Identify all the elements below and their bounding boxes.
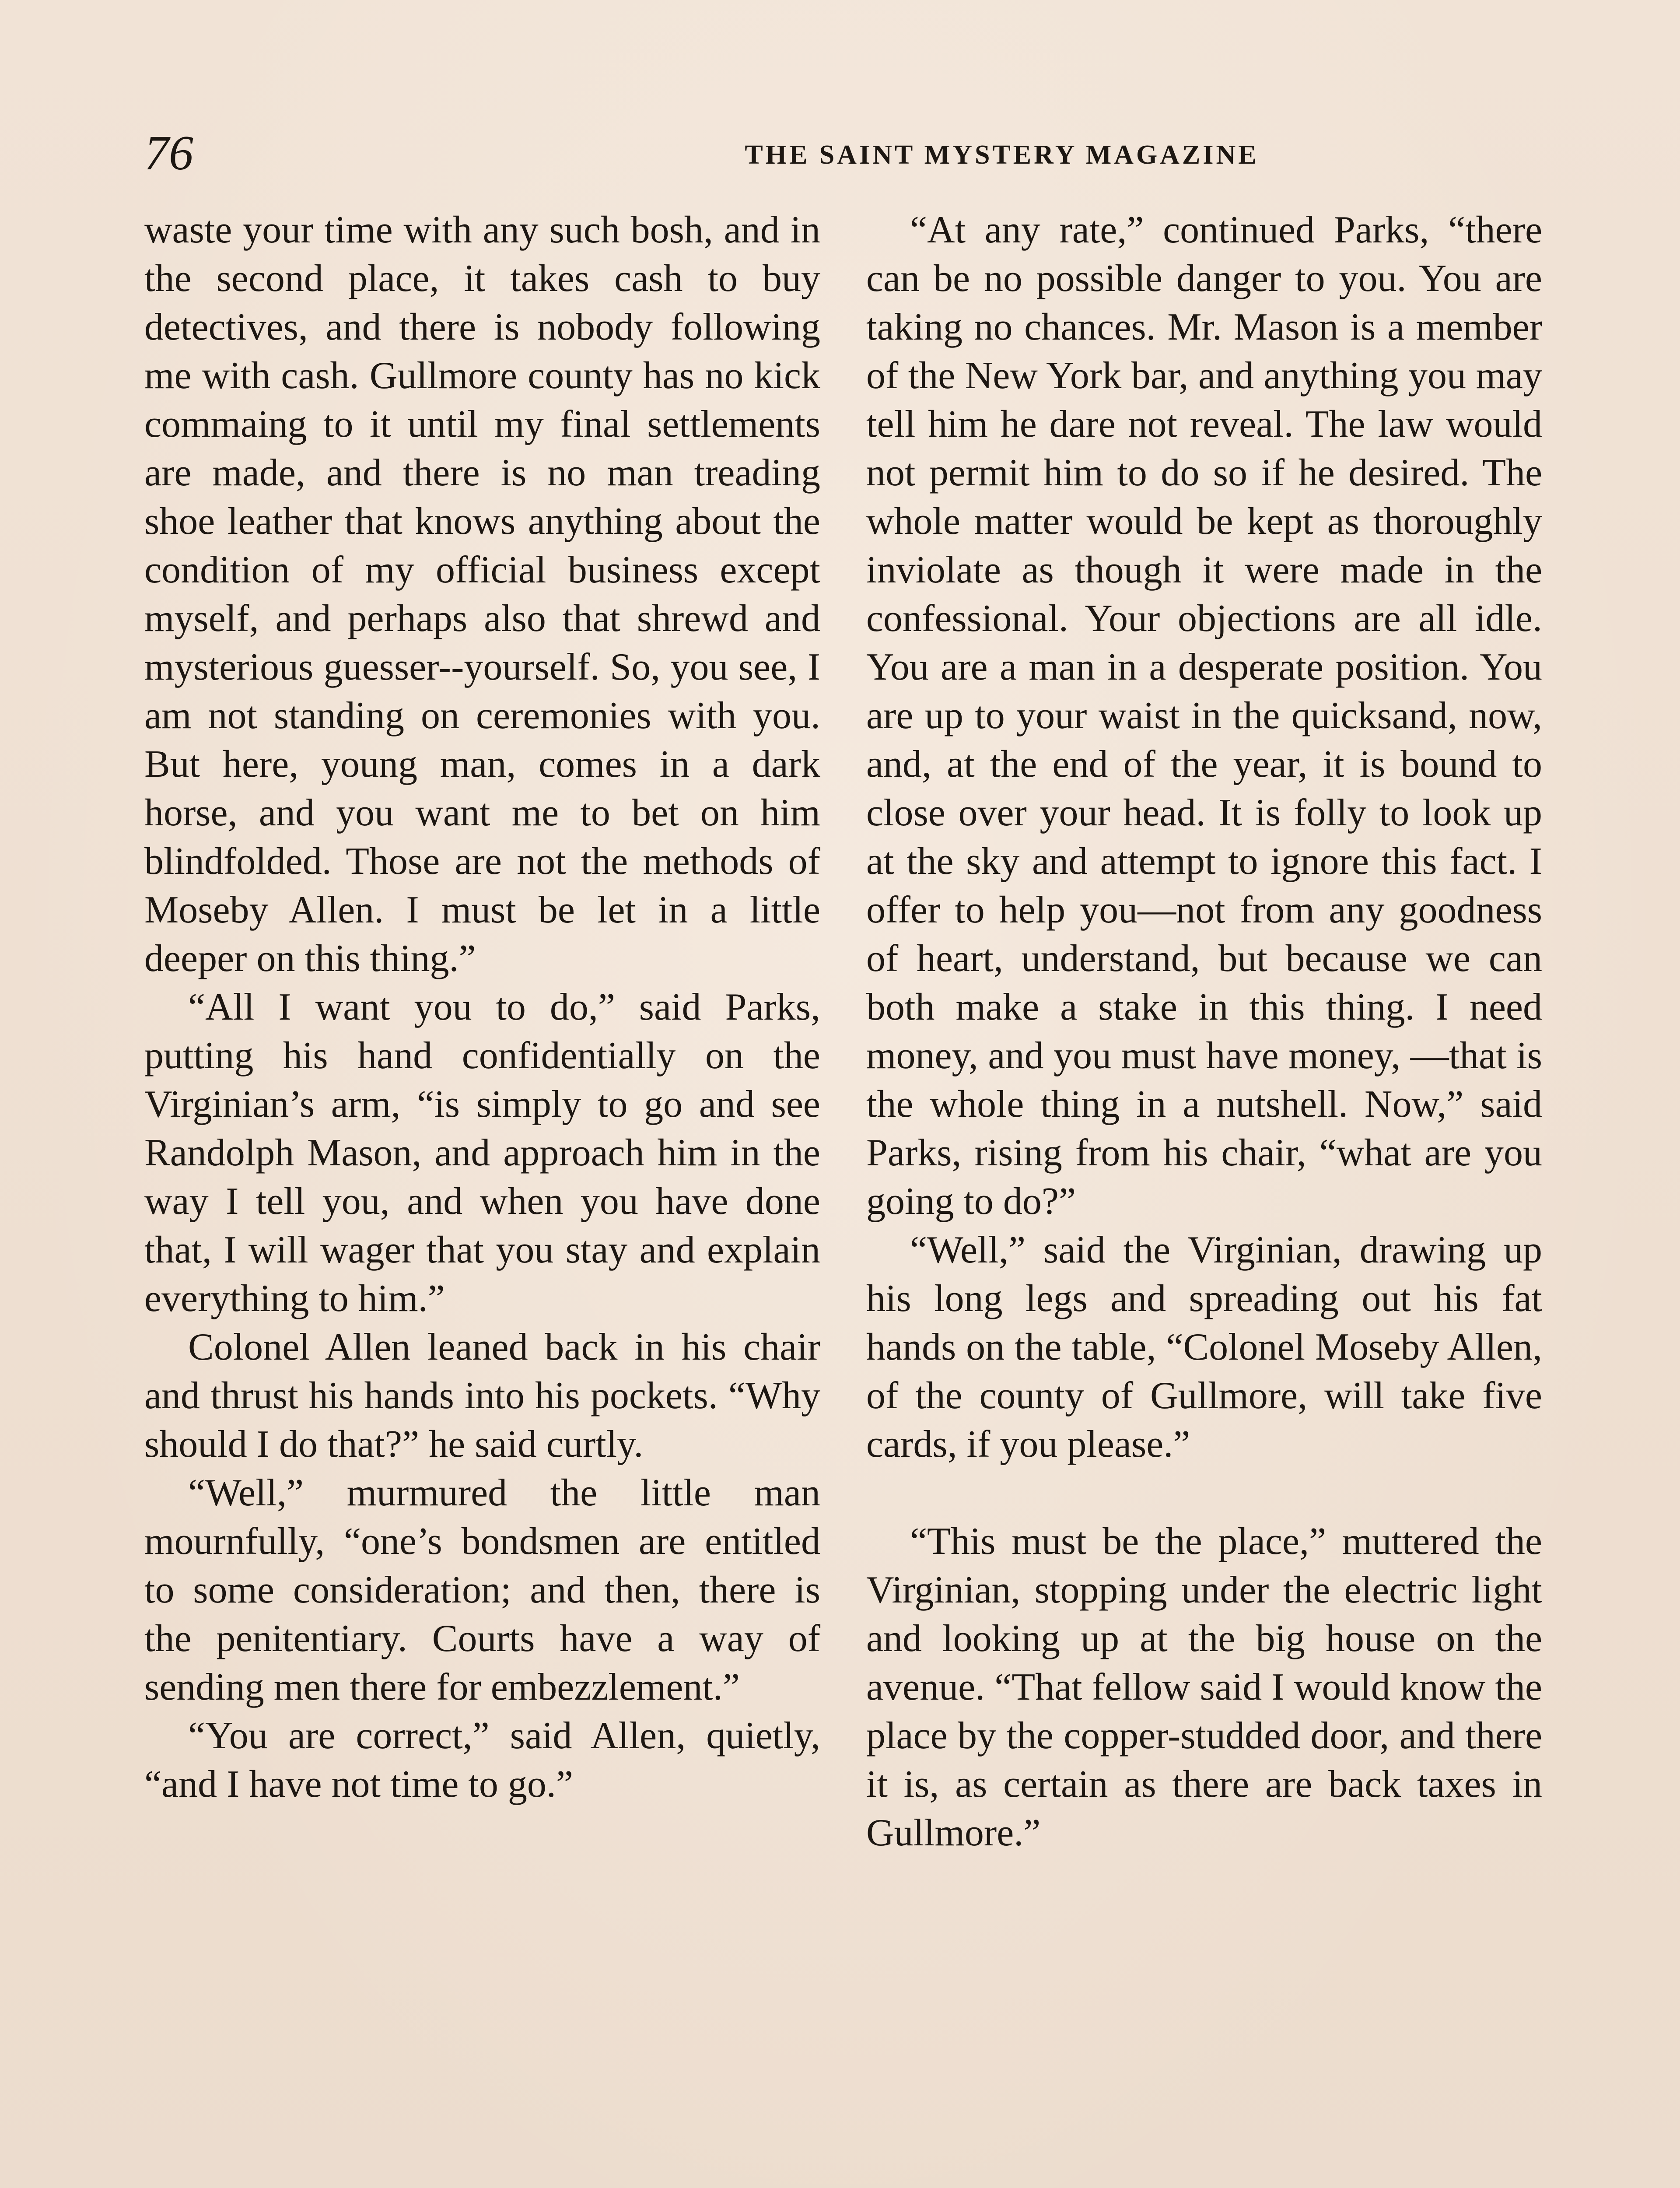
paragraph: “You are correct,” said Allen, quietly, “and I have not time to go.” bbox=[144, 1715, 820, 1806]
paragraph: “At any rate,” continued Parks, “there can be no possible danger to you. You are taking no chances. Mr. Mason is a member of the New York bar, and anything you may tell him he dare not reveal. The law would not permit him to do so if he desired. The whole matter would be kept as thoroughly inviolate as though it were made in the confessional. Your objections are all idle. You are a man in a desperate position. You are up to your waist in the quicksand, now, and, at the end of the year, it is bound to close over your head. It is folly to look up at the sky and attempt to ignore this fact. I offer to help you—not from any goodness of heart, understand, but because we can both make a stake in this thing. I need money, and you must have money, —that is the whole thing in a nutshell. Now,” said Parks, rising from his chair, “what are you going to do?” bbox=[866, 209, 1542, 1223]
running-title: THE SAINT MYSTERY MAGAZINE bbox=[745, 140, 1259, 170]
paragraph: waste your time with any such bosh, and in the second place, it takes cash to buy detectives, and there is nobody following me with cash. Gullmore county has no kick commaing to it until my final settlements are made, and there is no man treading shoe leather that knows anything about the condition of my official business except myself, and perhaps also that shrewd and mysterious guesser--yourself. So, you see, I am not standing on ceremonies with you. But here, young man, comes in a dark horse, and you want me to bet on him blindfolded. Those are not the methods of Moseby Allen. I must be let in a little deeper on this thing.” bbox=[144, 209, 820, 980]
paragraph: “Well,” said the Virginian, drawing up his long legs and spreading out his fat hands on the table, “Colonel Moseby Allen, of the county of Gullmore, will take five cards, if you please.” bbox=[866, 1229, 1542, 1466]
left-column bbox=[144, 206, 820, 1809]
paragraph: “Well,” murmured the little man mournfully, “one’s bondsmen are entitled to some consideration; and then, there is the penitentiary. Courts have a way of sending men there for embezzlement.” bbox=[144, 1472, 820, 1708]
page-number: 76 bbox=[144, 126, 193, 180]
right-column bbox=[866, 206, 1542, 1857]
paragraph: “This must be the place,” muttered the Virginian, stopping under the electric light and looking up at the big house on the avenue. “That fellow said I would know the place by the copper-studded door, and there it is, as certain as there are back taxes in Gullmore.” bbox=[866, 1520, 1542, 1854]
paragraph: Colonel Allen leaned back in his chair and thrust his hands into his pockets. “Why should I do that?” he said curtly. bbox=[144, 1326, 820, 1466]
page-header bbox=[144, 123, 1566, 184]
paragraph: “All I want you to do,” said Parks, putting his hand confidentially on the Virginian’s arm, “is simply to go and see Randolph Mason, and approach him in the way I tell you, and when you have done that, I will wager that you stay and explain everything to him.” bbox=[144, 986, 820, 1320]
